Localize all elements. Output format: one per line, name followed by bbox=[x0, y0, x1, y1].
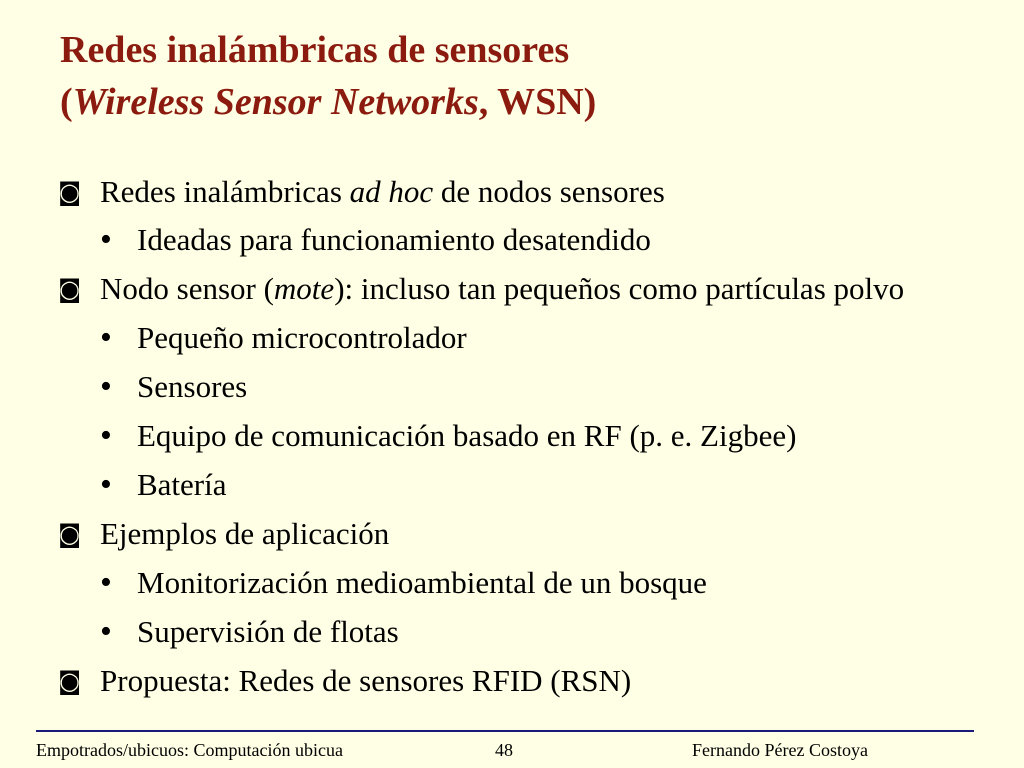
bullet-italic-term: ad hoc bbox=[349, 174, 434, 209]
bullet-italic-term: mote bbox=[273, 271, 335, 306]
sub-bullet-text: Batería bbox=[137, 467, 227, 502]
bullet-text bbox=[100, 269, 904, 309]
bullet-text-part: Propuesta: Redes de sensores RFID (RSN) bbox=[100, 663, 632, 698]
title-line-1: Redes inalámbricas de sensores bbox=[60, 29, 570, 71]
bullet-text-part: Redes inalámbricas bbox=[100, 174, 350, 209]
sub-bullet-text: Sensores bbox=[137, 369, 248, 404]
bullet-dot-icon: • bbox=[100, 319, 112, 356]
title-italic-term: Wireless Sensor Networks bbox=[72, 81, 479, 123]
sub-bullet-text: Supervisión de flotas bbox=[137, 614, 399, 649]
bullet-text-part: Ejemplos de aplicación bbox=[100, 516, 390, 551]
bullet-dot-icon: • bbox=[100, 564, 112, 601]
title-abbreviation: , WSN) bbox=[478, 81, 597, 123]
bullet-text-part: ): incluso tan pequeños como partículas polvo bbox=[334, 271, 905, 306]
bullet-dot-icon: • bbox=[100, 466, 112, 503]
bullet-dot-icon: • bbox=[100, 613, 112, 650]
bullet-dot-icon: • bbox=[100, 368, 112, 405]
sub-bullet-text: Pequeño microcontrolador bbox=[137, 320, 467, 355]
bullet-square-icon: ◙ bbox=[58, 275, 82, 303]
footer-course-title: Empotrados/ubicuos: Computación ubicua bbox=[36, 740, 343, 760]
sub-bullet-text: Monitorización medioambiental de un bosque bbox=[137, 565, 707, 600]
bullet-text-part: Nodo sensor ( bbox=[100, 271, 274, 306]
sub-bullet-text: Equipo de comunicación basado en RF (p. e. Zigbee) bbox=[137, 418, 797, 453]
page-number: 48 bbox=[495, 740, 513, 760]
bullet-square-icon: ◙ bbox=[58, 178, 82, 206]
bullet-text bbox=[100, 172, 665, 212]
footer-divider bbox=[36, 730, 974, 732]
sub-bullet-text: Ideadas para funcionamiento desatendido bbox=[137, 222, 651, 257]
title-open-paren: ( bbox=[60, 81, 73, 123]
bullet-dot-icon: • bbox=[100, 417, 112, 454]
footer-author: Fernando Pérez Costoya bbox=[692, 740, 868, 760]
bullet-dot-icon: • bbox=[100, 221, 112, 258]
bullet-text bbox=[100, 661, 631, 701]
bullet-square-icon: ◙ bbox=[58, 520, 82, 548]
bullet-square-icon: ◙ bbox=[58, 667, 82, 695]
bullet-text-part: de nodos sensores bbox=[433, 174, 665, 209]
bullet-text bbox=[100, 514, 389, 554]
